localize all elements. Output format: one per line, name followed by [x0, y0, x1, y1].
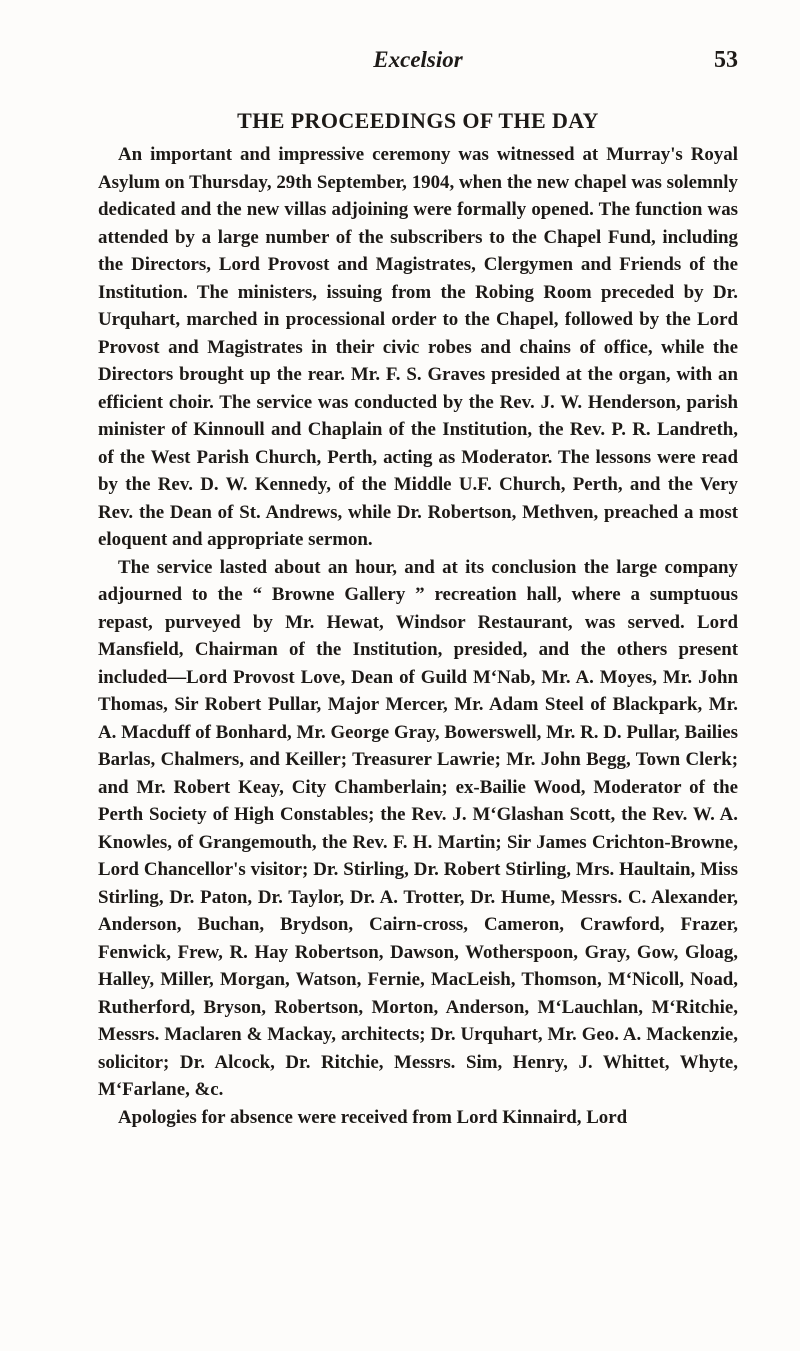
paragraph-attendees: The service lasted about an hour, and at its conclusion the large company adjourned to the “ Browne Gallery ” recreation hall, where a sumptuous repast, purveyed by Mr. Hewat, Windsor Restaurant, was served. Lord Mansfield, Chairman of the Institution, presided, and the others present included—Lord Provost Love, Dean of Guild M‘Nab, Mr. A. Moyes, Mr. John Thomas, Sir Robert Pullar, Major Mercer, Mr. Adam Steel of Blackpark, Mr. A. Macduff of Bonhard, Mr. George Gray, Bowerswell, Mr. R. D. Pullar, Bailies Barlas, Chalmers, and Keiller; Treasurer Lawrie; Mr. John Begg, Town Clerk; and Mr. Robert Keay, City Chamberlain; ex-Bailie Wood, Moderator of the Perth Society of High Constables; the Rev. J. M‘Glashan Scott, the Rev. W. A. Knowles, of Grangemouth, the Rev. F. H. Martin; Sir James Crichton-Browne, Lord Chancellor's visitor; Dr. Stirling, Dr. Robert Stirling, Mrs. Haultain, Miss Stirling, Dr. Paton, Dr. Taylor, Dr. A. Trotter, Dr. Hume, Messrs. C. Alexander, Anderson, Buchan, Brydson, Cairn-cross, Cameron, Crawford, Frazer, Fenwick, Frew, R. Hay Robertson, Dawson, Wotherspoon, Gray, Gow, Gloag, Halley, Miller, Morgan, Watson, Fernie, MacLeish, Thomson, M‘Nicoll, Noad, Rutherford, Bryson, Robertson, Morton, Anderson, M‘Lauchlan, M‘Ritchie, Messrs. Maclaren & Mackay, architects; Dr. Urquhart, Mr. Geo. A. Mackenzie, solicitor; Dr. Alcock, Dr. Ritchie, Messrs. Sim, Henry, J. Whittet, Whyte, M‘Farlane, &c.	[98, 556, 738, 1100]
paragraph-ceremony: An important and impressive ceremony was witnessed at Murray's Royal Asylum on Thursday, 29th September, 1904, when the new chapel was solemnly dedicated and the new villas adjoining were formally opened. The function was attended by a large number of the subscribers to the Chapel Fund, including the Directors, Lord Provost and Magistrates, Clergymen and Friends of the Institution. The ministers, issuing from the Robing Room preceded by Dr. Urquhart, marched in processional order to the Chapel, followed by the Lord Provost and Magistrates in their civic robes and chains of office, while the Directors brought up the rear. Mr. F. S. Graves presided at the organ, with an efficient choir. The service was conducted by the Rev. J. W. Henderson, parish minister of Kinnoull and Chaplain of the Institution, the Rev. P. R. Landreth, of the West Parish Church, Perth, acting as Moderator. The lessons were read by the Rev. D. W. Kennedy, of the Middle U.F. Church, Perth, and the Very Rev. the Dean of St. Andrews, while Dr. Robertson, Methven, preached a most eloquent and appropriate sermon.	[98, 144, 738, 550]
section-heading: THE PROCEEDINGS OF THE DAY	[237, 108, 599, 133]
running-head	[98, 47, 738, 87]
running-title: Excelsior	[373, 47, 463, 72]
page-number: 53	[714, 47, 738, 73]
article	[98, 108, 738, 1131]
paragraph-apologies: Apologies for absence were received from Lord Kinnaird, Lord	[118, 1106, 628, 1128]
